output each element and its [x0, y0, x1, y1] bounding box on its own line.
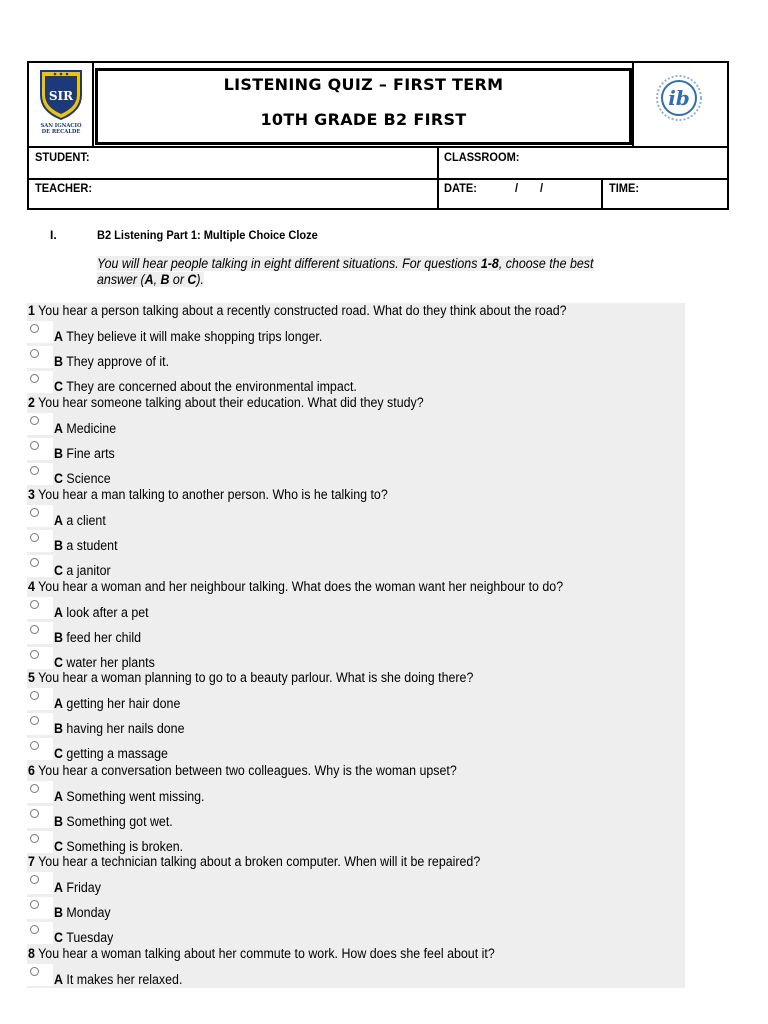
option-q2-b[interactable]	[54, 446, 115, 461]
option-letter: C	[54, 379, 63, 394]
option-radio-q4-c[interactable]	[30, 650, 39, 659]
option-text: Something is broken.	[62, 839, 184, 854]
question-4	[28, 579, 563, 594]
question-text: You hear a conversation between two colleagues. Why is the woman upset?	[34, 763, 457, 778]
option-q7-b[interactable]	[54, 905, 111, 920]
option-radio-q3-c[interactable]	[30, 558, 39, 567]
option-q5-c[interactable]	[54, 746, 168, 761]
page-subtitle: 10TH GRADE B2 FIRST	[260, 110, 467, 129]
question-number: 6	[28, 763, 35, 778]
question-text: You hear a woman and her neighbour talking. What does the woman want her neighbour to do?	[34, 579, 564, 594]
option-text: Something got wet.	[62, 814, 173, 829]
question-text: You hear a technician talking about a broken computer. When will it be repaired?	[34, 854, 481, 869]
question-3	[28, 487, 388, 502]
question-number: 4	[28, 579, 35, 594]
divider	[27, 146, 729, 148]
option-q4-b[interactable]	[54, 630, 141, 645]
option-q3-b[interactable]	[54, 538, 118, 553]
option-text: a client	[62, 513, 106, 528]
option-letter: A	[54, 696, 63, 711]
option-radio-q1-b[interactable]	[30, 349, 39, 358]
question-5	[28, 670, 473, 685]
option-text: water her plants	[62, 655, 155, 670]
option-q2-c[interactable]	[54, 471, 111, 486]
svg-text:DE RECALDE: DE RECALDE	[41, 129, 81, 135]
section-number: I.	[50, 228, 57, 242]
question-number: 7	[28, 854, 35, 869]
option-q5-b[interactable]	[54, 721, 184, 736]
option-text: getting her hair done	[62, 696, 181, 711]
instructions: You will hear people talking in eight different situations. For questions 1-8, choose the best answer (A, B or C).	[97, 256, 594, 287]
option-radio-q4-a[interactable]	[30, 600, 39, 609]
school-logo-cell	[28, 63, 94, 146]
question-number: 3	[28, 487, 35, 502]
option-q3-c[interactable]	[54, 563, 111, 578]
option-text: a student	[62, 538, 118, 553]
question-number: 1	[28, 303, 35, 318]
question-6	[28, 763, 457, 778]
option-text: Tuesday	[62, 930, 114, 945]
option-letter: A	[54, 789, 63, 804]
option-radio-q5-b[interactable]	[30, 716, 39, 725]
option-text: They are concerned about the environmental impact.	[62, 379, 357, 394]
svg-text:SAN IGNACIO: SAN IGNACIO	[40, 123, 82, 129]
option-q4-a[interactable]	[54, 605, 149, 620]
option-letter: A	[54, 605, 63, 620]
option-q1-c[interactable]	[54, 379, 357, 394]
option-letter: C	[54, 839, 63, 854]
option-radio-q1-a[interactable]	[30, 324, 39, 333]
option-q5-a[interactable]	[54, 696, 180, 711]
option-letter: B	[54, 630, 63, 645]
option-radio-q7-b[interactable]	[30, 900, 39, 909]
option-text: look after a pet	[62, 605, 149, 620]
option-radio-q4-b[interactable]	[30, 625, 39, 634]
question-7	[28, 854, 480, 869]
option-q1-a[interactable]	[54, 329, 322, 344]
question-text: You hear a woman talking about her commute to work. How does she feel about it?	[34, 946, 495, 961]
section-title: B2 Listening Part 1: Multiple Choice Cloze	[97, 228, 318, 242]
option-letter: A	[54, 972, 63, 987]
option-text: Medicine	[62, 421, 117, 436]
option-letter: B	[54, 814, 63, 829]
question-1	[28, 303, 567, 318]
question-number: 5	[28, 670, 35, 685]
option-radio-q7-c[interactable]	[30, 925, 39, 934]
option-text: feed her child	[62, 630, 141, 645]
option-text: Fine arts	[62, 446, 115, 461]
option-letter: C	[54, 746, 63, 761]
student-field-label: STUDENT:	[35, 150, 90, 164]
option-letter: C	[54, 930, 63, 945]
option-q6-c[interactable]	[54, 839, 183, 854]
option-letter: C	[54, 563, 63, 578]
option-text: getting a massage	[62, 746, 168, 761]
option-letter: A	[54, 880, 63, 895]
school-crest-icon	[31, 67, 91, 137]
option-radio-q6-a[interactable]	[30, 784, 39, 793]
option-text: Monday	[62, 905, 111, 920]
option-letter: C	[54, 471, 63, 486]
option-letter: A	[54, 421, 63, 436]
question-number: 8	[28, 946, 35, 961]
option-text: Something went missing.	[62, 789, 205, 804]
option-text: having her nails done	[62, 721, 185, 736]
option-radio-q8-a[interactable]	[30, 967, 39, 976]
option-letter: A	[54, 513, 63, 528]
option-radio-q2-a[interactable]	[30, 416, 39, 425]
option-q6-a[interactable]	[54, 789, 204, 804]
option-letter: B	[54, 905, 63, 920]
option-text: Science	[62, 471, 111, 486]
question-number: 2	[28, 395, 35, 410]
time-field-label: TIME:	[609, 181, 640, 195]
divider	[601, 178, 603, 210]
date-field-label: DATE:	[444, 181, 477, 195]
option-letter: B	[54, 354, 63, 369]
option-q8-a[interactable]	[54, 972, 182, 987]
svg-text:SIR: SIR	[48, 89, 74, 103]
divider	[632, 63, 634, 147]
option-q2-a[interactable]	[54, 421, 116, 436]
option-letter: A	[54, 329, 63, 344]
option-text: Friday	[62, 880, 101, 895]
date-separator: /	[515, 181, 519, 195]
option-text: They believe it will make shopping trips longer.	[62, 329, 323, 344]
option-q6-b[interactable]	[54, 814, 173, 829]
question-text: You hear someone talking about their education. What did they study?	[34, 395, 424, 410]
divider	[27, 178, 729, 180]
option-q7-a[interactable]	[54, 880, 101, 895]
divider	[437, 146, 439, 210]
option-letter: B	[54, 446, 63, 461]
question-text: You hear a man talking to another person. Who is he talking to?	[34, 487, 388, 502]
ib-logo-icon	[654, 73, 704, 123]
option-radio-q5-a[interactable]	[30, 691, 39, 700]
option-q4-c[interactable]	[54, 655, 155, 670]
option-letter: B	[54, 538, 63, 553]
option-q3-a[interactable]	[54, 513, 106, 528]
option-radio-q3-a[interactable]	[30, 508, 39, 517]
question-2	[28, 395, 424, 410]
question-text: You hear a woman planning to go to a beauty parlour. What is she doing there?	[34, 670, 474, 685]
question-text: You hear a person talking about a recently constructed road. What do they think about the road?	[34, 303, 567, 318]
option-text: It makes her relaxed.	[62, 972, 183, 987]
page-title: LISTENING QUIZ – FIRST TERM	[223, 75, 504, 94]
option-radio-q7-a[interactable]	[30, 875, 39, 884]
option-radio-q5-c[interactable]	[30, 741, 39, 750]
option-q7-c[interactable]	[54, 930, 113, 945]
option-q1-b[interactable]	[54, 354, 169, 369]
svg-text:ib: ib	[668, 86, 690, 110]
option-radio-q2-c[interactable]	[30, 466, 39, 475]
option-text: a janitor	[62, 563, 111, 578]
option-radio-q6-b[interactable]	[30, 809, 39, 818]
option-radio-q2-b[interactable]	[30, 441, 39, 450]
option-radio-q3-b[interactable]	[30, 533, 39, 542]
option-radio-q1-c[interactable]	[30, 374, 39, 383]
option-letter: B	[54, 721, 63, 736]
date-separator: /	[540, 181, 544, 195]
classroom-field-label: CLASSROOM:	[444, 150, 520, 164]
teacher-field-label: TEACHER:	[35, 181, 93, 195]
option-letter: C	[54, 655, 63, 670]
question-8	[28, 946, 495, 961]
option-radio-q6-c[interactable]	[30, 834, 39, 843]
title-box	[95, 68, 632, 145]
option-text: They approve of it.	[62, 354, 170, 369]
